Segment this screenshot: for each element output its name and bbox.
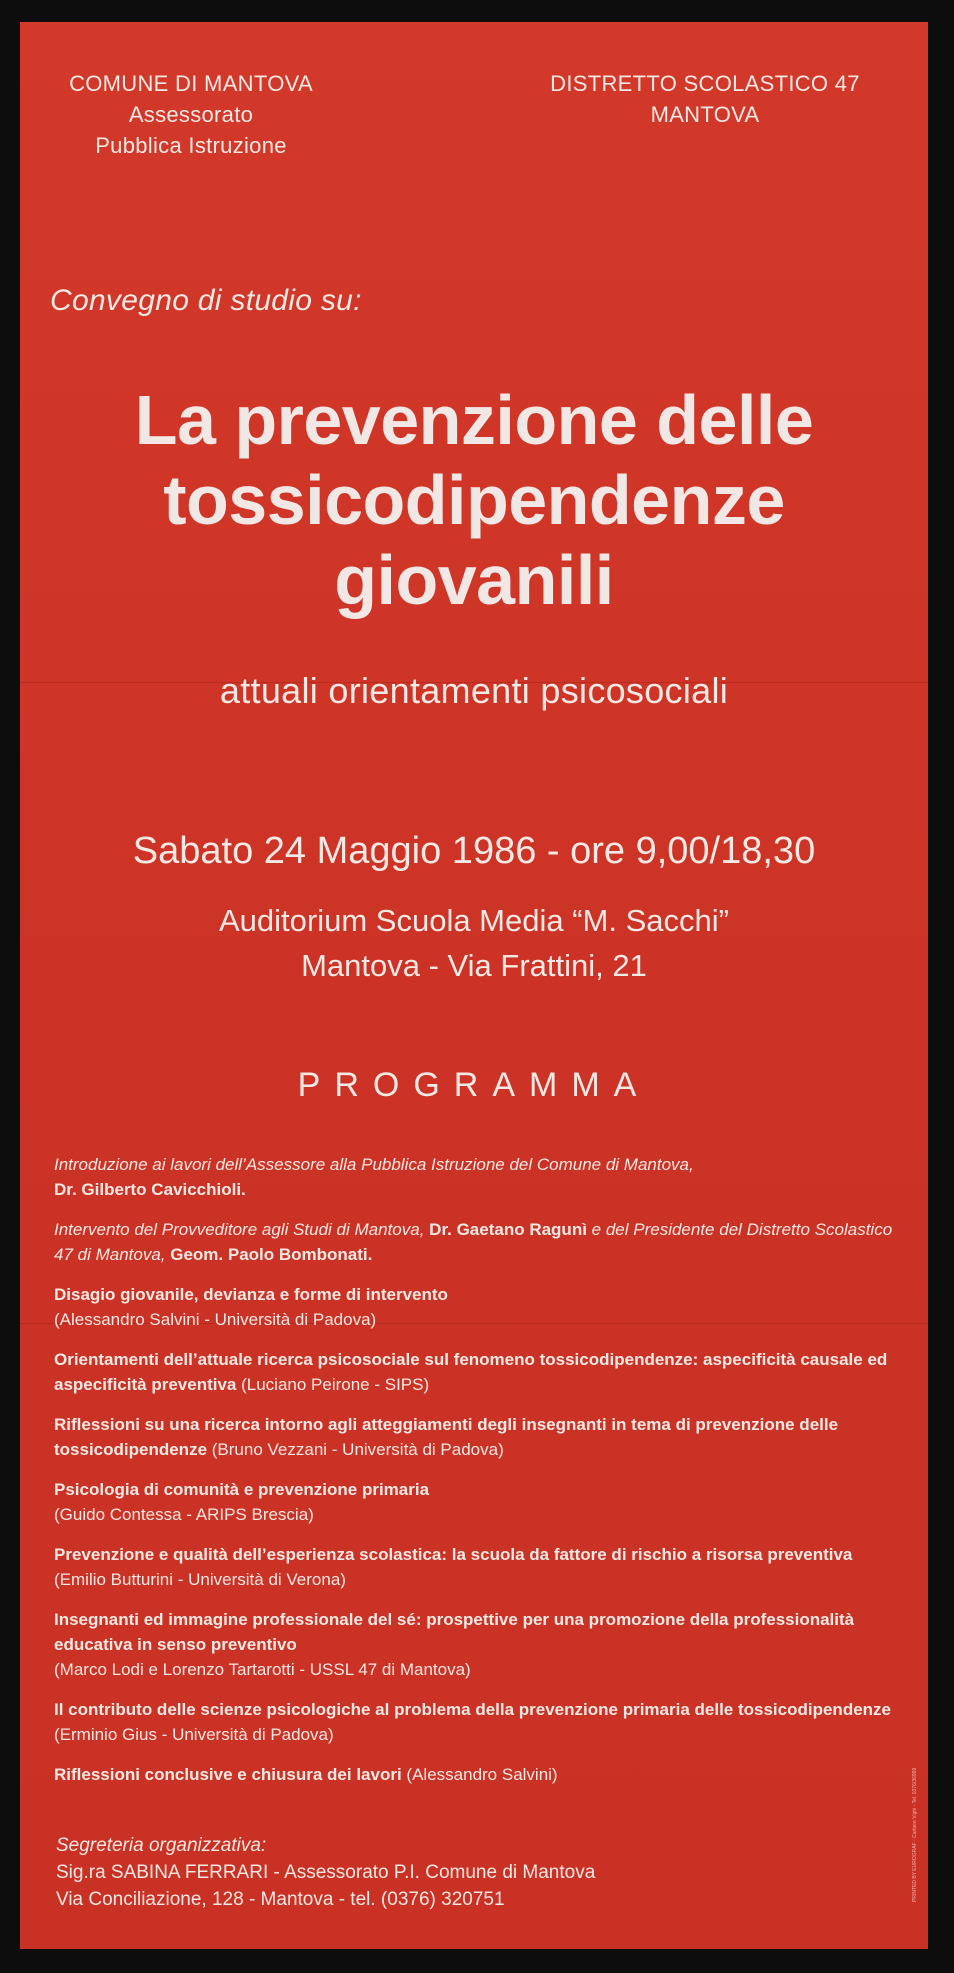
- header-comune-line: Assessorato: [128, 102, 254, 127]
- programme-item-title: Riflessioni conclusive e chiusura dei lavori: [54, 1765, 402, 1784]
- printer-note: PRINTED BY EUROGRAF - Cartiere Vighi - Tel. 0376/36999: [912, 1767, 918, 1902]
- programme-item-text: Intervento del Provveditore agli Studi di Mantova,: [54, 1220, 425, 1239]
- programme-item-title: Prevenzione e qualità dell’esperienza scolastica: la scuola da fattore di rischio a risorsa preventiva: [54, 1545, 853, 1564]
- header-distretto: [520, 68, 890, 130]
- programme-item: [54, 1217, 904, 1267]
- programme-item-person: Geom. Paolo Bombonati.: [170, 1245, 373, 1264]
- header-comune-line: COMUNE DI MANTOVA: [69, 71, 313, 96]
- event-venue: [20, 898, 928, 988]
- poster-subtitle: attuali orientamenti psicosociali: [219, 670, 729, 711]
- event-date: Sabato 24 Maggio 1986 - ore 9,00/18,30: [132, 830, 816, 872]
- convegno-intro: Convegno di studio su:: [50, 284, 362, 317]
- programme-item: [54, 1762, 904, 1787]
- programme-item-title: Disagio giovanile, devianza e forme di intervento: [54, 1285, 448, 1304]
- programme-item-title: Riflessioni su una ricerca intorno agli atteggiamenti degli insegnanti in tema di prevenzione delle tossicodipendenze: [54, 1415, 839, 1459]
- programme-item-speaker: (Guido Contessa - ARIPS Brescia): [54, 1505, 314, 1524]
- programme-item-speaker: (Marco Lodi e Lorenzo Tartarotti - USSL 47 di Mantova): [54, 1660, 471, 1679]
- venue-line: Mantova - Via Frattini, 21: [301, 948, 647, 983]
- programme-item-text: Introduzione ai lavori dell’Assessore alla Pubblica Istruzione del Comune di Mantova,: [54, 1155, 694, 1174]
- poster: [20, 22, 928, 1949]
- programme-item-text: e del Presidente del Distretto Scolastico 47 di Mantova,: [54, 1220, 893, 1264]
- programme-item: [54, 1152, 904, 1202]
- programme-item-title: Psicologia di comunità e prevenzione primaria: [54, 1480, 430, 1499]
- programme-item-speaker: (Alessandro Salvini - Università di Padova): [54, 1310, 377, 1329]
- programme-item-speaker: (Emilio Butturini - Università di Verona): [54, 1570, 346, 1589]
- secretary-block: [56, 1832, 595, 1913]
- programme-list: [54, 1152, 904, 1802]
- secretary-label: Segreteria organizzativa:: [56, 1835, 267, 1856]
- programme-item-speaker: (Alessandro Salvini): [406, 1765, 558, 1784]
- programme-item-title: Insegnanti ed immagine professionale del sé: prospettive per una promozione della professionalità educativa in senso preventivo: [54, 1610, 855, 1654]
- programme-item: [54, 1697, 904, 1747]
- header-comune-line: Pubblica Istruzione: [95, 133, 287, 158]
- programma-heading: PROGRAMMA: [297, 1066, 651, 1104]
- programme-item: [54, 1542, 904, 1592]
- programme-item-title: Il contributo delle scienze psicologiche al problema della prevenzione primaria delle tossicodipendenze: [54, 1700, 891, 1719]
- poster-title: [20, 380, 928, 620]
- poster-title-line: tossicodipendenze: [163, 461, 785, 539]
- programme-item-speaker: (Bruno Vezzani - Università di Padova): [211, 1440, 504, 1459]
- header-comune: [46, 68, 336, 161]
- venue-line: Auditorium Scuola Media “M. Sacchi”: [219, 903, 729, 938]
- poster-title-line: La prevenzione delle: [134, 381, 814, 459]
- programme-item-speaker: (Erminio Gius - Università di Padova): [54, 1725, 334, 1744]
- poster-title-line: giovanili: [334, 541, 614, 619]
- programme-item: [54, 1412, 904, 1462]
- programme-item-speaker: (Luciano Peirone - SIPS): [241, 1375, 430, 1394]
- programme-item-person: Dr. Gilberto Cavicchioli.: [54, 1180, 246, 1199]
- secretary-address: Via Conciliazione, 128 - Mantova - tel. (0376) 320751: [56, 1889, 505, 1910]
- programme-item: [54, 1477, 904, 1527]
- programme-item-title: Orientamenti dell’attuale ricerca psicosociale sul fenomeno tossicodipendenze: aspecificità causale ed aspecificità preventiva: [54, 1350, 888, 1394]
- header-distretto-line: DISTRETTO SCOLASTICO 47: [550, 71, 860, 96]
- programme-item: [54, 1347, 904, 1397]
- programme-item: [54, 1282, 904, 1332]
- programme-item-person: Dr. Gaetano Ragunì: [429, 1220, 587, 1239]
- programme-item: [54, 1607, 904, 1682]
- secretary-contact: Sig.ra SABINA FERRARI - Assessorato P.I. Comune di Mantova: [56, 1862, 596, 1883]
- header-distretto-line: MANTOVA: [650, 102, 760, 127]
